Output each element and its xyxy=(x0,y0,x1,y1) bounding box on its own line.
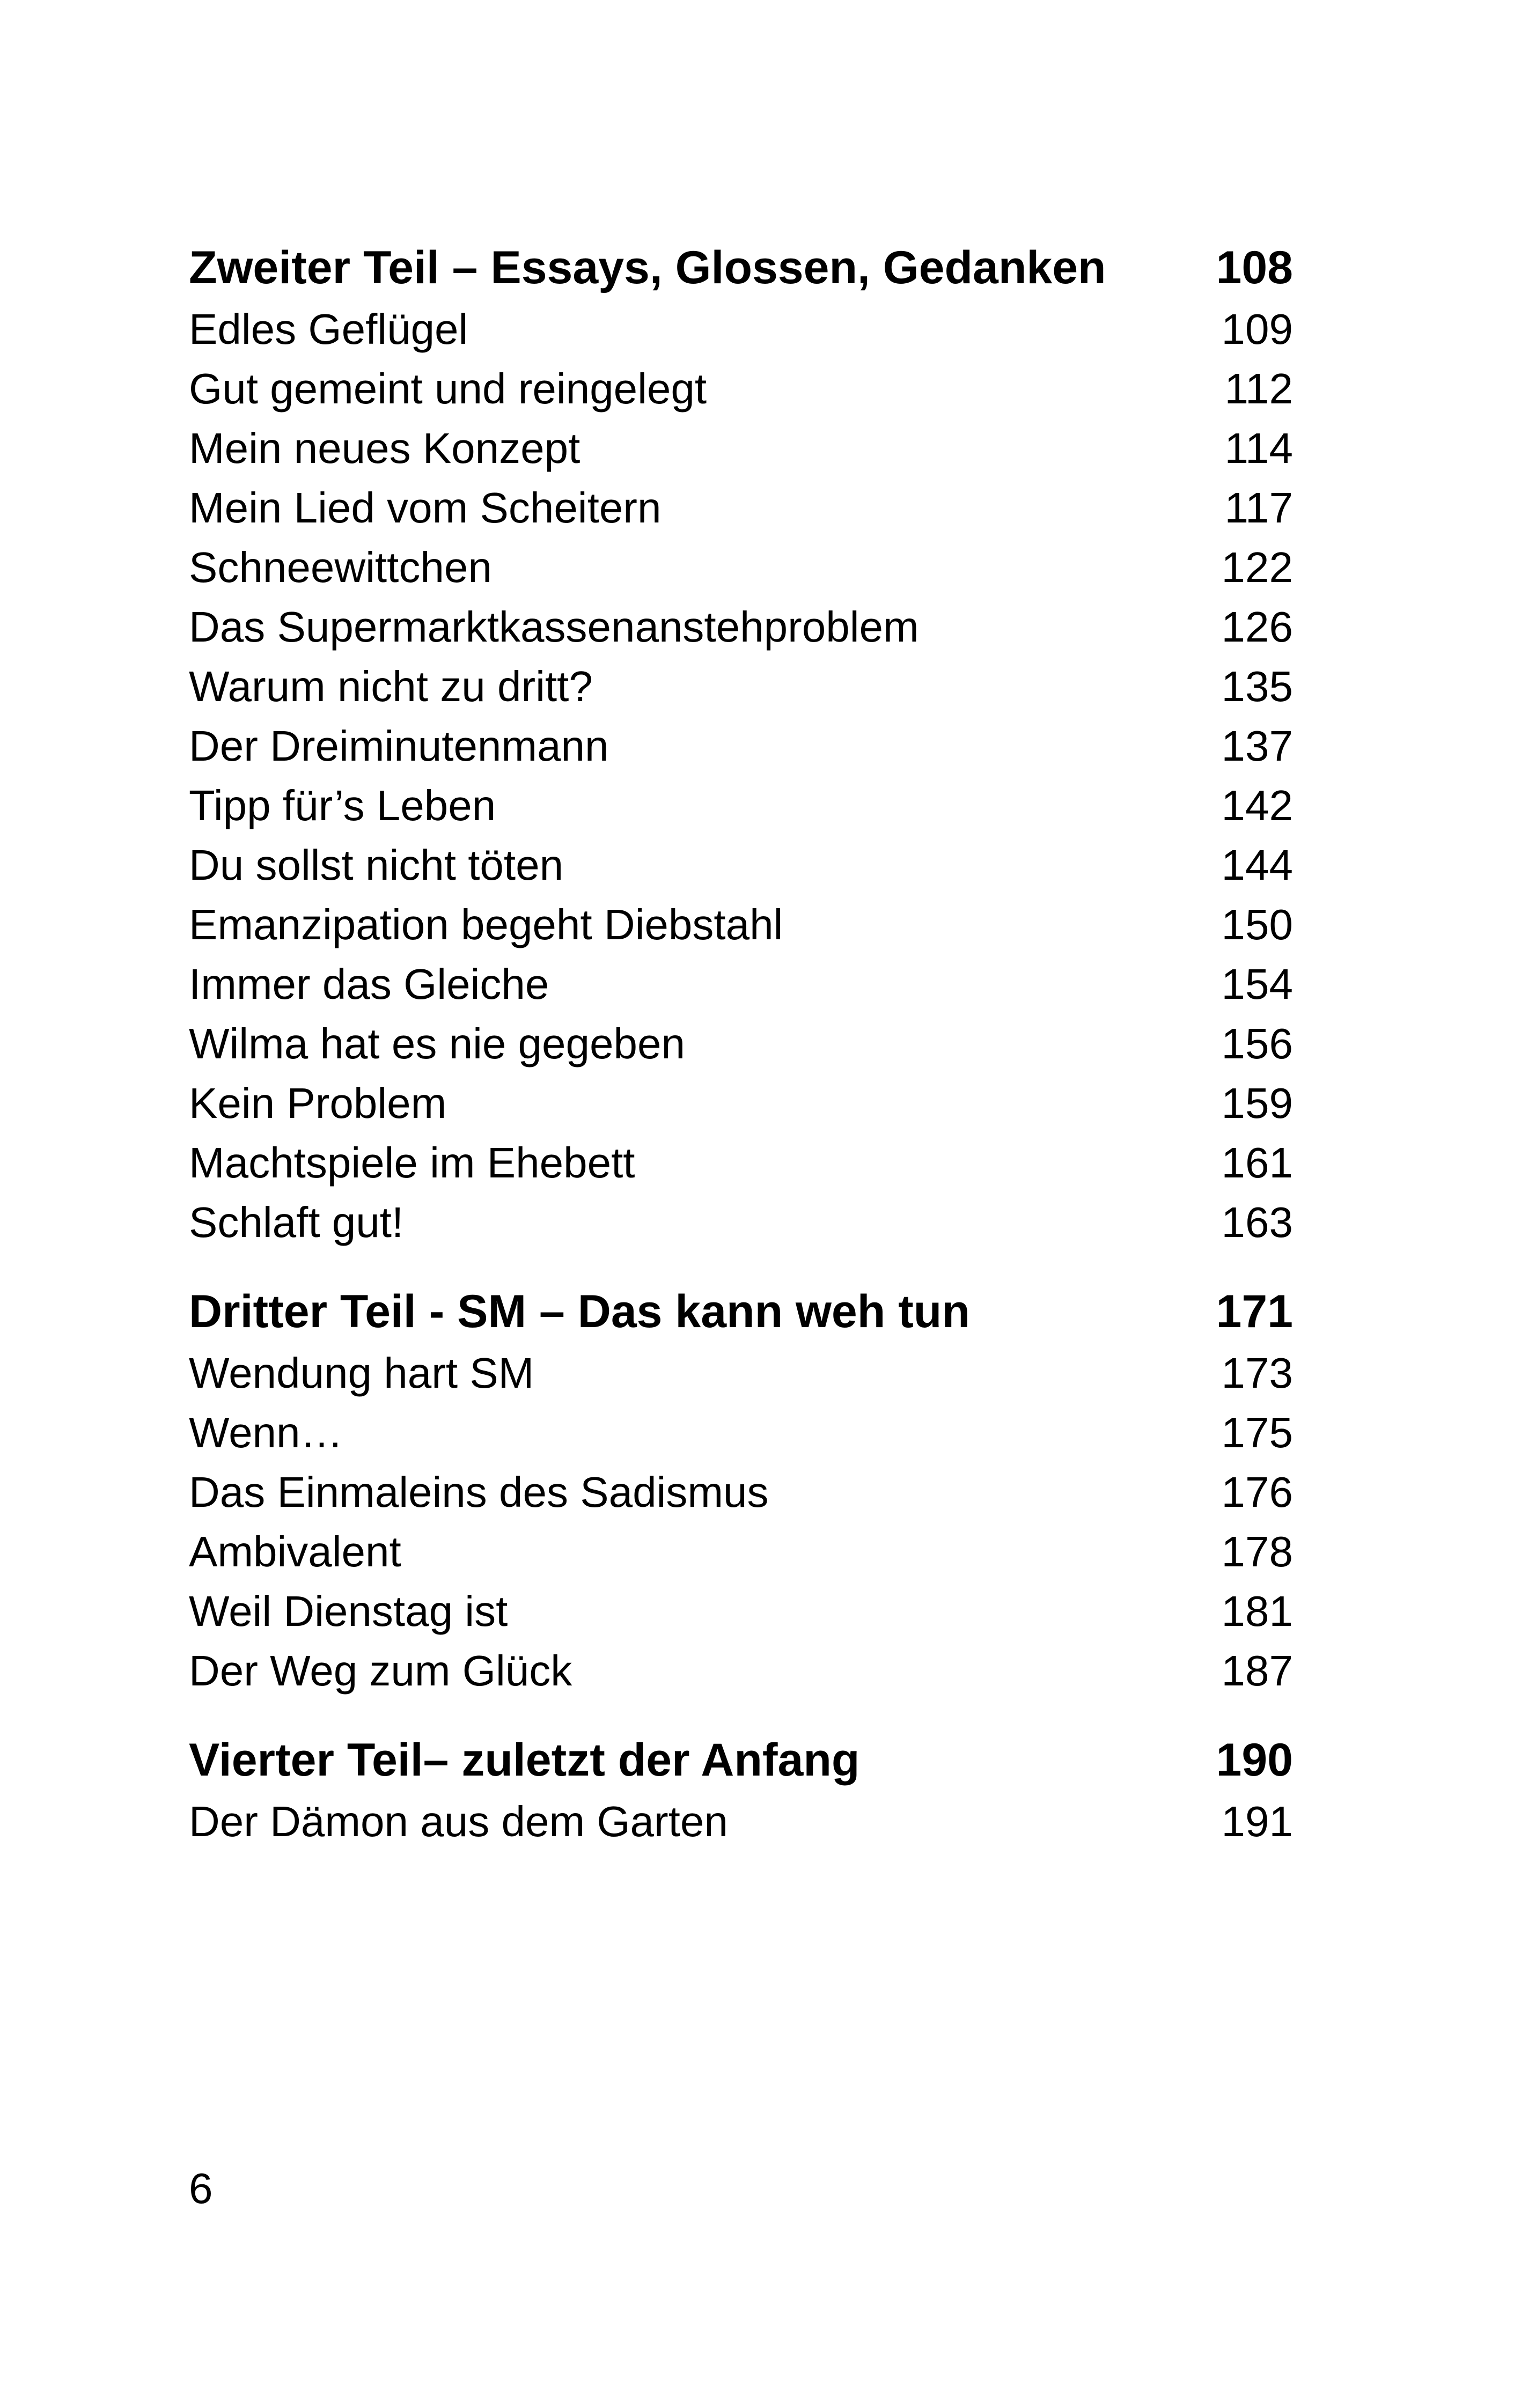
toc-entry-page: 156 xyxy=(1221,1020,1293,1067)
toc-entry xyxy=(189,1581,1293,1641)
toc-entry-title: Mein neues Konzept xyxy=(189,424,581,472)
toc-entry-title: Du sollst nicht töten xyxy=(189,841,564,889)
toc-entry-title: Mein Lied vom Scheitern xyxy=(189,484,662,532)
toc-entry xyxy=(189,1073,1293,1133)
toc-entry-title: Weil Dienstag ist xyxy=(189,1587,508,1635)
toc-entry-title: Der Weg zum Glück xyxy=(189,1647,572,1695)
toc-entry xyxy=(189,716,1293,776)
toc-heading xyxy=(189,236,1293,299)
toc-entry xyxy=(189,299,1293,359)
toc-entry-title: Machtspiele im Ehebett xyxy=(189,1139,635,1187)
toc-entry xyxy=(189,359,1293,418)
toc-entry-title: Wilma hat es nie gegeben xyxy=(189,1020,685,1067)
toc-entry-page: 137 xyxy=(1221,722,1293,770)
page-number: 6 xyxy=(189,2164,213,2212)
toc-entry xyxy=(189,954,1293,1014)
toc-entry-title: Tipp für’s Leben xyxy=(189,782,496,829)
toc-entry-title: Der Dreiminutenmann xyxy=(189,722,609,770)
toc-entry-page: 191 xyxy=(1221,1798,1293,1845)
toc-entry xyxy=(189,1343,1293,1403)
toc-entry xyxy=(189,537,1293,597)
toc-entry xyxy=(189,1192,1293,1252)
toc-entry-page: 154 xyxy=(1221,960,1293,1008)
toc-entry xyxy=(189,835,1293,895)
toc-heading-title: Vierter Teil– zuletzt der Anfang xyxy=(189,1734,860,1786)
toc-entry-page: 161 xyxy=(1221,1139,1293,1187)
toc-entry-page: 114 xyxy=(1224,424,1293,472)
toc-heading xyxy=(189,1280,1293,1343)
toc-entry-title: Warum nicht zu dritt? xyxy=(189,662,593,710)
toc-entry xyxy=(189,597,1293,657)
toc-heading xyxy=(189,1728,1293,1792)
toc-entry-page: 122 xyxy=(1221,543,1293,591)
toc-entry xyxy=(189,776,1293,835)
toc-entry-title: Gut gemeint und reingelegt xyxy=(189,365,707,413)
toc-entry xyxy=(189,1133,1293,1192)
toc-heading-page: 171 xyxy=(1216,1286,1293,1337)
toc-entry-page: 173 xyxy=(1221,1349,1293,1397)
toc-section-dritter-teil xyxy=(189,1280,1293,1700)
toc-entry-page: 187 xyxy=(1221,1647,1293,1695)
toc-entry xyxy=(189,1522,1293,1581)
toc-entry-page: 135 xyxy=(1221,662,1293,710)
toc-entry-page: 150 xyxy=(1221,901,1293,948)
toc-entry-title: Das Einmaleins des Sadismus xyxy=(189,1468,769,1516)
toc-entry-page: 117 xyxy=(1224,484,1293,532)
toc-heading-page: 108 xyxy=(1216,242,1293,293)
toc-entry xyxy=(189,1403,1293,1462)
toc-entry xyxy=(189,478,1293,537)
toc-entry-page: 144 xyxy=(1221,841,1293,889)
toc-entry-page: 112 xyxy=(1224,365,1293,413)
toc-entry-title: Ambivalent xyxy=(189,1528,401,1575)
toc-entry-title: Das Supermarktkassenanstehproblem xyxy=(189,603,919,651)
toc-entry xyxy=(189,1014,1293,1073)
toc-entry-title: Kein Problem xyxy=(189,1079,447,1127)
toc-section-vierter-teil xyxy=(189,1728,1293,1851)
table-of-contents xyxy=(189,236,1293,1851)
toc-entry-title: Schneewittchen xyxy=(189,543,492,591)
toc-heading-title: Zweiter Teil – Essays, Glossen, Gedanken xyxy=(189,242,1106,293)
toc-entry-page: 126 xyxy=(1221,603,1293,651)
toc-entry-page: 159 xyxy=(1221,1079,1293,1127)
toc-entry-title: Der Dämon aus dem Garten xyxy=(189,1798,728,1845)
toc-entry xyxy=(189,895,1293,954)
toc-entry-page: 176 xyxy=(1221,1468,1293,1516)
toc-entry-page: 178 xyxy=(1221,1528,1293,1575)
toc-entry-title: Edles Geflügel xyxy=(189,305,468,353)
toc-entry-page: 181 xyxy=(1221,1587,1293,1635)
toc-entry-title: Wenn… xyxy=(189,1409,343,1456)
toc-section-zweiter-teil xyxy=(189,236,1293,1252)
toc-entry-page: 163 xyxy=(1221,1198,1293,1246)
toc-entry-page: 142 xyxy=(1221,782,1293,829)
toc-entry-page: 109 xyxy=(1221,305,1293,353)
toc-entry xyxy=(189,418,1293,478)
toc-heading-title: Dritter Teil - SM – Das kann weh tun xyxy=(189,1286,970,1337)
toc-entry xyxy=(189,657,1293,716)
toc-entry-title: Schlaft gut! xyxy=(189,1198,404,1246)
toc-entry-title: Emanzipation begeht Diebstahl xyxy=(189,901,783,948)
toc-entry-page: 175 xyxy=(1221,1409,1293,1456)
toc-entry xyxy=(189,1641,1293,1700)
toc-entry-title: Wendung hart SM xyxy=(189,1349,534,1397)
toc-entry xyxy=(189,1792,1293,1851)
toc-entry-title: Immer das Gleiche xyxy=(189,960,549,1008)
toc-heading-page: 190 xyxy=(1216,1734,1293,1786)
toc-entry xyxy=(189,1462,1293,1522)
